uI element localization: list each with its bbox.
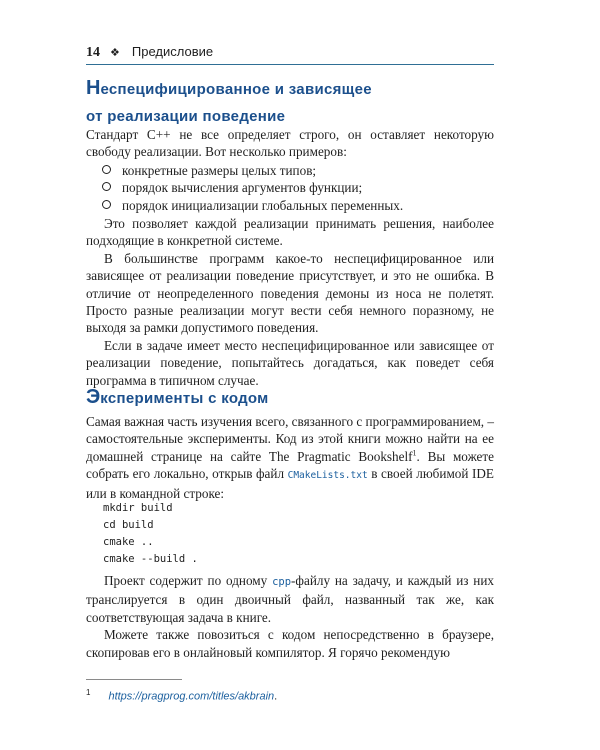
footnote-number: 1 [86, 688, 91, 697]
section-heading-unspecified [86, 75, 506, 129]
footnote-rule [86, 679, 182, 680]
text-run: -файлу на задачу, и каждый из них транслируется в один двоичный файл, названный так же, как соответствующая задача в книге. [86, 573, 494, 625]
list-item-text: конкретные размеры целых типов; [122, 162, 317, 178]
section2-body-bottom [86, 572, 494, 661]
paragraph-intro: Стандарт C++ не все определяет строго, он оставляет некоторую свободу реализации. Вот несколько примеров: [86, 127, 494, 160]
text-run: Самая важная часть изучения всего, связанного с программированием, – самостоятельные эксперименты. Код из этой книги можно найти на ее домашней странице на сайте The Pragmatic Bookshelf [86, 414, 494, 464]
bullet-circle-icon [102, 200, 111, 209]
inline-filename: CMakeLists.txt [287, 470, 368, 482]
list-item [102, 179, 494, 196]
paragraph [86, 572, 494, 626]
paragraph: Можете также повозиться с кодом непосредственно в браузере, скопировав его в онлайновый компилятор. Я горячо рекомендую [86, 627, 494, 660]
code-block: mkdir build cd build cmake .. cmake --build . [103, 502, 198, 565]
heading-initial: Н [86, 77, 101, 99]
diamond-icon: ❖ [110, 46, 120, 59]
bullet-circle-icon [102, 165, 111, 174]
footnote [86, 688, 494, 703]
heading-initial: Э [86, 386, 101, 408]
list-item [102, 162, 494, 179]
running-title: Предисловие [131, 44, 214, 59]
text-run: . Вы можете собрать его локально, открыв файл [86, 448, 494, 482]
text-run: в своей любимой IDE или в командной строке: [86, 466, 494, 501]
header-rule [86, 64, 494, 65]
text-run: Проект содержит по одному [104, 573, 273, 588]
example-list [86, 162, 494, 214]
paragraph [86, 413, 494, 502]
heading-text: ксперименты с кодом [100, 390, 269, 407]
footnote-ref[interactable]: 1 [412, 448, 417, 458]
list-item [102, 197, 494, 214]
paragraph: Если в задаче имеет место неспецифицированное или зависящее от реализации поведение, попытайтесь догадаться, как поведет себя программа в типичном случае. [86, 337, 494, 388]
footnote-link[interactable]: https://pragprog.com/titles/akbrain [108, 690, 275, 703]
section-heading-experiments [86, 384, 506, 411]
footnote-trailing: . [274, 690, 278, 703]
page-number: 14 [86, 45, 100, 60]
paragraph: Это позволяет каждой реализации принимать решения, наиболее подходящие в конкретной системе. [86, 216, 494, 249]
list-item-text: порядок инициализации глобальных переменных. [122, 197, 404, 213]
heading-line1: еспецифицированное и зависящее [100, 81, 372, 98]
inline-code: cpp [272, 576, 292, 588]
heading-line2: от реализации поведение [86, 108, 286, 125]
section1-body [86, 126, 494, 389]
bullet-circle-icon [102, 182, 111, 191]
paragraph: В большинстве программ какое-то неспецифицированное или зависящее от реализации поведение присутствует, и это не ошибка. В отличие от неопределенного поведения демоны из носа не полетят. Просто разные реализации могут вести себя немного поразному, не выходя за рамки допустимого поведения. [86, 250, 494, 336]
list-item-text: порядок вычисления аргументов функции; [122, 180, 363, 196]
running-header [86, 44, 494, 64]
section2-body-top [86, 413, 494, 502]
